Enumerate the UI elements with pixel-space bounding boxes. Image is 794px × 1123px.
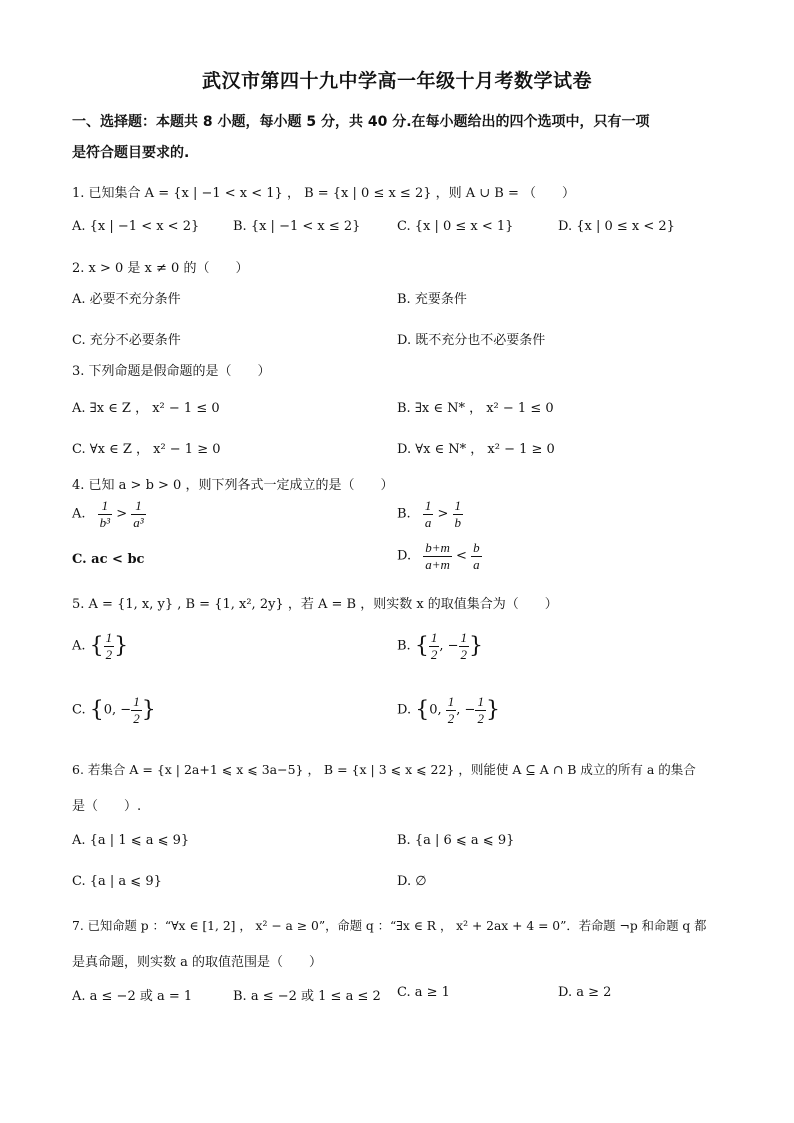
option-label: B. xyxy=(397,506,411,522)
question-2-option-c: C. 充分不必要条件 xyxy=(72,333,181,348)
question-3-option-d: D. ∀x ∈ N* ， x² − 1 ≥ 0 xyxy=(397,442,555,457)
separator: , − xyxy=(456,702,476,718)
question-1-option-c: C. {x | 0 ≤ x < 1} xyxy=(397,219,514,234)
question-7-stem-line2: 是真命题，则实数 a 的取值范围是（ ） xyxy=(72,955,323,970)
prefix: 0, − xyxy=(103,702,132,718)
right-brace: } xyxy=(485,697,500,723)
fraction: $\frac{1}{\text{a³}}$ xyxy=(133,498,144,530)
fraction: $\frac{1}{2}$ xyxy=(105,630,113,662)
fraction: $\frac{b+m}{a+m}$ xyxy=(425,540,450,572)
right-brace: } xyxy=(469,633,483,659)
question-5-option-a xyxy=(72,630,128,662)
fraction: $\frac{1}{\text{b³}}$ xyxy=(99,498,111,530)
question-7-stem-line1: 7. 已知命题 p ：“∀x ∈ [1, 2] ， x² − a ≥ 0”，命题 q ：“∃x ∈ R ， x² + 2ax + 4 = 0”．若命题 ¬p 和命题 q 都 xyxy=(72,919,707,933)
question-1-stem: 1. 已知集合 A = {x | −1 < x < 1} ， B = {x | 0 ≤ x ≤ 2} ，则 A ∪ B = （ ） xyxy=(72,186,576,201)
question-4-option-a xyxy=(72,498,146,530)
right-brace: } xyxy=(141,697,156,723)
question-2-stem: 2. x > 0 是 x ≠ 0 的（ ） xyxy=(72,261,249,276)
question-7-option-a: A. a ≤ −2 或 a = 1 xyxy=(72,989,193,1004)
question-2-option-a: A. 必要不充分条件 xyxy=(72,292,181,307)
page-title: 武汉市第四十九中学高一年级十月考数学试卷 xyxy=(201,70,592,92)
left-brace: { xyxy=(89,633,104,659)
fraction: $\frac{1}{2}$ xyxy=(460,630,467,662)
question-6-option-c: C. {a | a ⩽ 9} xyxy=(72,874,162,889)
question-3-option-b: B. ∃x ∈ N* ， x² − 1 ≤ 0 xyxy=(397,401,554,416)
question-7-option-c: C. a ≥ 1 xyxy=(397,985,450,1000)
operator: < xyxy=(456,548,467,564)
separator: , − xyxy=(439,638,459,654)
operator: > xyxy=(437,506,449,522)
question-1-option-d: D. {x | 0 ≤ x < 2} xyxy=(558,219,675,234)
fraction: $\frac{1}{2}$ xyxy=(477,694,484,726)
question-1-option-a: A. {x | −1 < x < 2} xyxy=(72,219,200,234)
question-7-option-b: B. a ≤ −2 或 1 ≤ a ≤ 2 xyxy=(233,989,381,1004)
option-label: D. xyxy=(397,548,412,564)
section-heading-line1: 一、选择题：本题共 8 小题，每小题 5 分，共 40 分.在每小题给出的四个选项中，只有一项 xyxy=(72,114,650,130)
question-5-stem: 5. A = {1, x, y} , B = {1, x², 2y} ，若 A = B ，则实数 x 的取值集合为（ ） xyxy=(72,597,558,612)
question-3-stem: 3. 下列命题是假命题的是（ ） xyxy=(72,364,271,379)
left-brace: { xyxy=(414,633,429,659)
left-brace: { xyxy=(415,697,430,723)
operator: > xyxy=(116,506,128,522)
question-2-option-b: B. 充要条件 xyxy=(397,292,467,307)
fraction: $\frac{1}{b}$ xyxy=(454,498,462,530)
option-label: D. xyxy=(397,702,412,718)
question-5-option-c xyxy=(72,694,156,726)
question-4-option-d xyxy=(397,540,482,572)
question-4-stem: 4. 已知 a > b > 0 ，则下列各式一定成立的是（ ） xyxy=(72,478,394,493)
fraction: $\frac{1}{2}$ xyxy=(133,694,140,726)
question-6-option-d: D. ∅ xyxy=(397,874,427,889)
left-brace: { xyxy=(89,697,104,723)
prefix: 0, xyxy=(429,702,446,718)
section-heading-line2: 是符合题目要求的. xyxy=(72,145,190,161)
question-5-option-b xyxy=(397,630,483,662)
option-label: A. xyxy=(72,506,86,522)
option-label: C. xyxy=(72,702,86,718)
fraction: $\frac{1}{2}$ xyxy=(430,630,438,662)
fraction: $\frac{1}{a}$ xyxy=(424,498,432,530)
question-4-option-b xyxy=(397,498,463,530)
question-3-option-a: A. ∃x ∈ Z ， x² − 1 ≤ 0 xyxy=(72,401,220,416)
option-label: B. xyxy=(397,638,411,654)
fraction: $\frac{1}{2}$ xyxy=(447,694,455,726)
right-brace: } xyxy=(114,633,129,659)
question-6-option-b: B. {a | 6 ⩽ a ⩽ 9} xyxy=(397,833,515,848)
question-4-option-c: C. ac < bc xyxy=(72,552,145,567)
question-6-stem-line1: 6. 若集合 A = {x | 2a+1 ⩽ x ⩽ 3a−5} ， B = {x | 3 ⩽ x ⩽ 22} ，则能使 A ⊆ A ∩ B 成立的所有 a 的集合 xyxy=(72,762,696,777)
fraction: $\frac{b}{a}$ xyxy=(473,540,480,572)
question-5-option-d xyxy=(397,694,500,726)
question-6-stem-line2: 是（ ）. xyxy=(72,799,142,814)
question-3-option-c: C. ∀x ∈ Z ， x² − 1 ≥ 0 xyxy=(72,442,221,457)
question-7-option-d: D. a ≥ 2 xyxy=(558,985,612,1000)
question-6-option-a: A. {a | 1 ⩽ a ⩽ 9} xyxy=(72,833,190,848)
question-1-option-b: B. {x | −1 < x ≤ 2} xyxy=(233,219,361,234)
option-label: A. xyxy=(72,638,86,654)
question-2-option-d: D. 既不充分也不必要条件 xyxy=(397,333,546,348)
